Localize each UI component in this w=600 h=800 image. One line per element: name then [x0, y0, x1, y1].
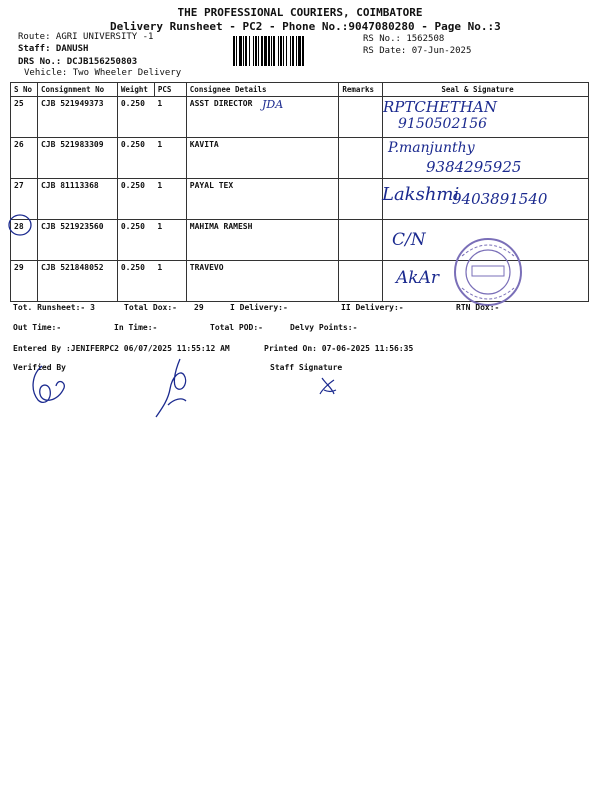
- cell-pcs: 1: [154, 261, 186, 302]
- vehicle-label: Vehicle: Two Wheeler Delivery: [24, 68, 182, 78]
- cell-sno: 25: [11, 97, 38, 138]
- cell-remarks: [339, 261, 383, 302]
- col-consignee: Consignee Details: [186, 83, 339, 97]
- cell-remarks: [339, 138, 383, 179]
- cell-pcs: 1: [154, 179, 186, 220]
- handwritten-phone: 9384295925: [426, 158, 522, 176]
- i-delivery: I Delivery:-: [230, 303, 288, 312]
- cell-consignment: CJB 521949373: [37, 97, 117, 138]
- col-pcs: PCS: [154, 83, 186, 97]
- route-label: Route: AGRI UNIVERSITY -1: [18, 32, 154, 42]
- col-sno: S No: [11, 83, 38, 97]
- staff-label: Staff: DANUSH: [18, 44, 89, 54]
- cell-consignee: ASST DIRECTOR: [186, 97, 339, 138]
- cell-consignment: CJB 81113368: [37, 179, 117, 220]
- cell-sno: 27: [11, 179, 38, 220]
- circle-mark: [6, 212, 36, 238]
- company-stamp: [452, 236, 524, 308]
- entered-by: Entered By :JENIFERPC2 06/07/2025 11:55:12 AM: [13, 344, 230, 353]
- col-consignment: Consignment No: [37, 83, 117, 97]
- handwritten-signature: Lakshmi: [382, 184, 460, 205]
- ii-delivery: II Delivery:-: [341, 303, 404, 312]
- cell-consignee: TRAVEVO: [186, 261, 339, 302]
- cell-sno: 26: [11, 138, 38, 179]
- total-dox-value: 29: [194, 303, 204, 312]
- cell-consignee: PAYAL TEX: [186, 179, 339, 220]
- col-remarks: Remarks: [339, 83, 383, 97]
- in-time: In Time:-: [114, 323, 158, 332]
- table-row: [11, 97, 589, 138]
- cell-pcs: 1: [154, 220, 186, 261]
- cell-remarks: [339, 220, 383, 261]
- handwritten-signature: AkAr: [396, 268, 439, 288]
- handwritten-phone: 9150502156: [398, 116, 488, 132]
- printed-on: Printed On: 07-06-2025 11:56:35: [264, 344, 414, 353]
- cell-consignment: CJB 521848052: [37, 261, 117, 302]
- cell-remarks: [339, 97, 383, 138]
- company-title: THE PROFESSIONAL COURIERS, COIMBATORE: [177, 6, 423, 19]
- cell-consignee: MAHIMA RAMESH: [186, 220, 339, 261]
- staff-signature-scribble-2: [316, 374, 340, 398]
- col-seal-signature: Seal & Signature: [383, 83, 589, 97]
- rtn-dox: RTN Dox:-: [456, 303, 500, 312]
- staff-signature-label: Staff Signature: [270, 363, 343, 372]
- runsheet-title: Delivery Runsheet - PC2 - Phone No.:9047080280 - Page No.:3: [110, 20, 501, 33]
- rs-number: RS No.: 1562508: [363, 34, 445, 44]
- total-dox-label: Total Dox:-: [124, 303, 177, 312]
- verified-by: Verified By: [13, 363, 66, 372]
- cell-sno: 28: [11, 220, 38, 261]
- cell-weight: 0.250: [117, 97, 154, 138]
- handwritten-phone: 9403891540: [452, 190, 548, 208]
- cell-pcs: 1: [154, 97, 186, 138]
- staff-signature-scribble-1: [150, 355, 200, 421]
- cell-weight: 0.250: [117, 179, 154, 220]
- cell-consignee: KAVITA: [186, 138, 339, 179]
- cell-consignment: CJB 521983309: [37, 138, 117, 179]
- handwritten-mark: C/N: [392, 230, 426, 250]
- cell-pcs: 1: [154, 138, 186, 179]
- barcode-bar: [304, 36, 305, 66]
- cell-consignment: CJB 521923560: [37, 220, 117, 261]
- cell-weight: 0.250: [117, 138, 154, 179]
- cell-remarks: [339, 179, 383, 220]
- col-weight: Weight: [117, 83, 154, 97]
- barcode: [233, 36, 355, 66]
- verified-signature: [28, 360, 78, 410]
- out-time: Out Time:-: [13, 323, 62, 332]
- cell-weight: 0.250: [117, 220, 154, 261]
- handwritten-note: JDA: [262, 98, 284, 111]
- cell-sno: 29: [11, 261, 38, 302]
- rs-date: RS Date: 07-Jun-2025: [363, 46, 472, 56]
- total-runsheet: Tot. Runsheet:- 3: [13, 303, 95, 312]
- handwritten-signature: RPTCHETHAN: [383, 98, 497, 116]
- cell-weight: 0.250: [117, 261, 154, 302]
- handwritten-signature: P.manjunthy: [388, 140, 475, 156]
- delivery-points: Delvy Points:-: [290, 323, 358, 332]
- total-pod: Total POD:-: [210, 323, 263, 332]
- table-header-row: [11, 83, 589, 97]
- drs-number: DRS No.: DCJB156250803: [18, 57, 138, 67]
